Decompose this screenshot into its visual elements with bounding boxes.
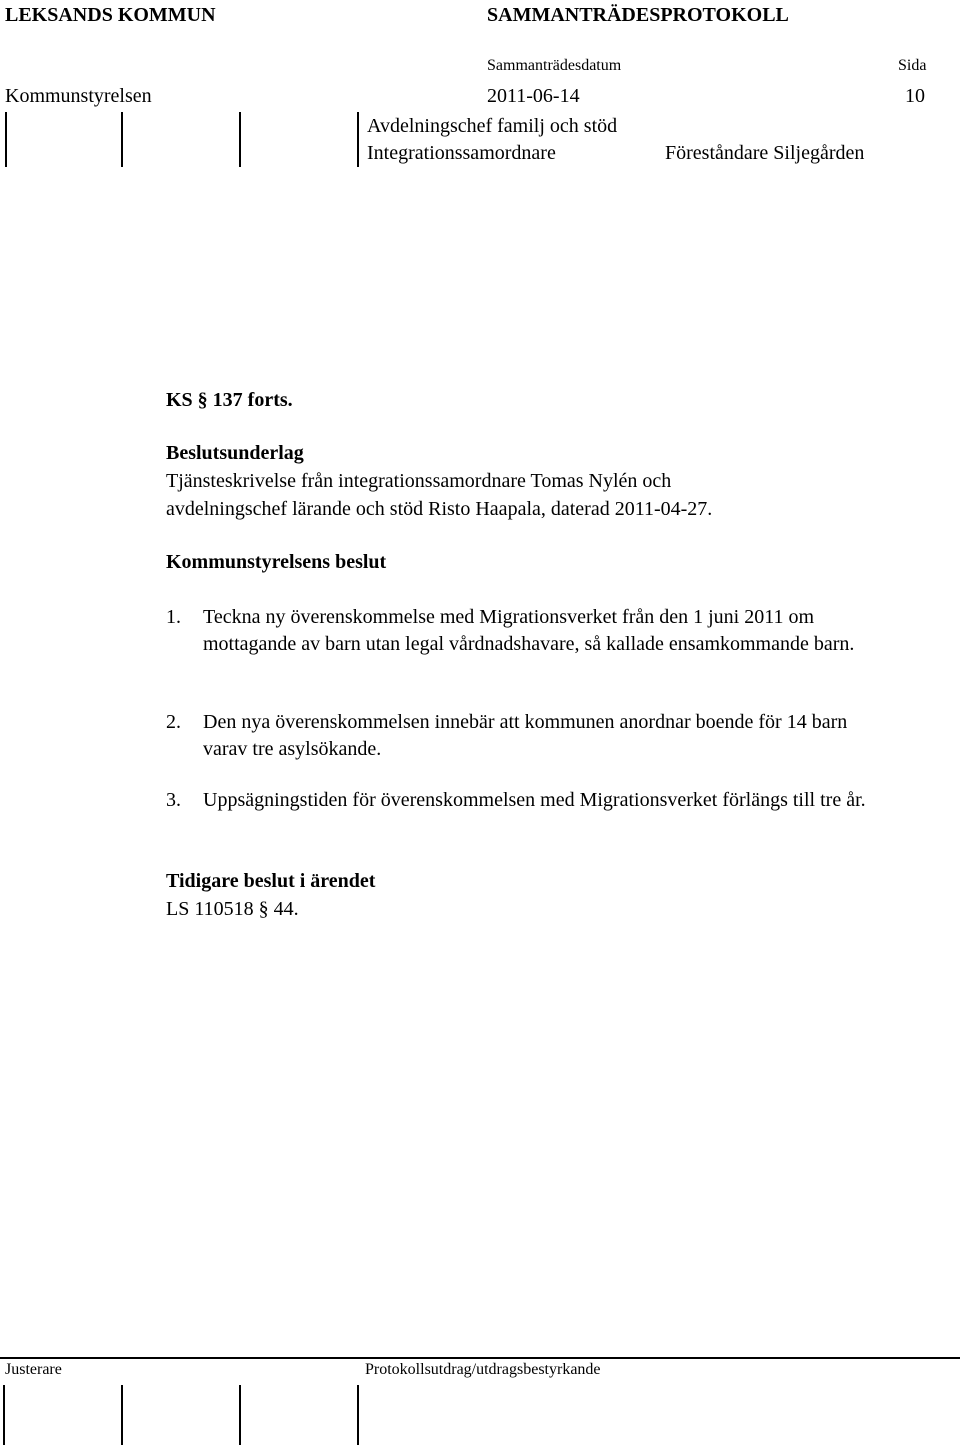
signature-box-divider bbox=[5, 112, 7, 167]
meeting-date: 2011-06-14 bbox=[487, 85, 580, 107]
decision-number: 2. bbox=[166, 711, 181, 733]
section-reference: KS § 137 forts. bbox=[166, 389, 293, 411]
signature-box-divider bbox=[121, 112, 123, 167]
decision-number: 1. bbox=[166, 606, 181, 628]
distribution-line-2: Integrationssamordnare bbox=[367, 142, 556, 164]
decision-item-2 bbox=[166, 709, 886, 763]
signature-box-divider bbox=[3, 1385, 5, 1445]
decision-text: Den nya överenskommelsen innebär att kommunen anordnar boende för 14 barn varav tre asylsökande. bbox=[203, 711, 848, 760]
justerare-label: Justerare bbox=[5, 1361, 62, 1378]
distribution-line-1: Avdelningschef familj och stöd bbox=[367, 115, 618, 137]
decision-item-1 bbox=[166, 604, 886, 685]
page-label: Sida bbox=[898, 57, 927, 74]
decision-item-3 bbox=[166, 787, 886, 841]
signature-box-divider bbox=[357, 1385, 359, 1445]
certification-label: Protokollsutdrag/utdragsbestyrkande bbox=[365, 1361, 601, 1378]
decision-text: Uppsägningstiden för överenskommelsen med Migrationsverket förlängs till tre år. bbox=[203, 789, 866, 811]
basis-line-2: avdelningschef lärande och stöd Risto Haapala, daterad 2011-04-27. bbox=[166, 498, 713, 520]
date-label: Sammanträdesdatum bbox=[487, 57, 622, 74]
footer-rule bbox=[0, 1357, 960, 1359]
document-type: SAMMANTRÄDESPROTOKOLL bbox=[487, 4, 789, 26]
signature-box-divider bbox=[239, 1385, 241, 1445]
decision-heading: Kommunstyrelsens beslut bbox=[166, 551, 387, 573]
basis-line-1: Tjänsteskrivelse från integrationssamordnare Tomas Nylén och bbox=[166, 470, 672, 492]
previous-decision-heading: Tidigare beslut i ärendet bbox=[166, 870, 376, 892]
decision-text: Teckna ny överenskommelse med Migrationsverket från den 1 juni 2011 om mottagande av barn utan legal vårdnadshavare, så kallade ensamkommande barn. bbox=[203, 606, 855, 655]
distribution-line-3: Föreståndare Siljegården bbox=[665, 142, 865, 164]
decision-number: 3. bbox=[166, 789, 181, 811]
previous-decision-reference: LS 110518 § 44. bbox=[166, 898, 299, 920]
basis-heading: Beslutsunderlag bbox=[166, 442, 304, 464]
signature-box-divider bbox=[121, 1385, 123, 1445]
signature-box-divider bbox=[357, 112, 359, 167]
body-name: Kommunstyrelsen bbox=[5, 85, 152, 107]
page-number: 10 bbox=[905, 85, 925, 107]
municipality-name: LEKSANDS KOMMUN bbox=[5, 4, 216, 26]
signature-box-divider bbox=[239, 112, 241, 167]
